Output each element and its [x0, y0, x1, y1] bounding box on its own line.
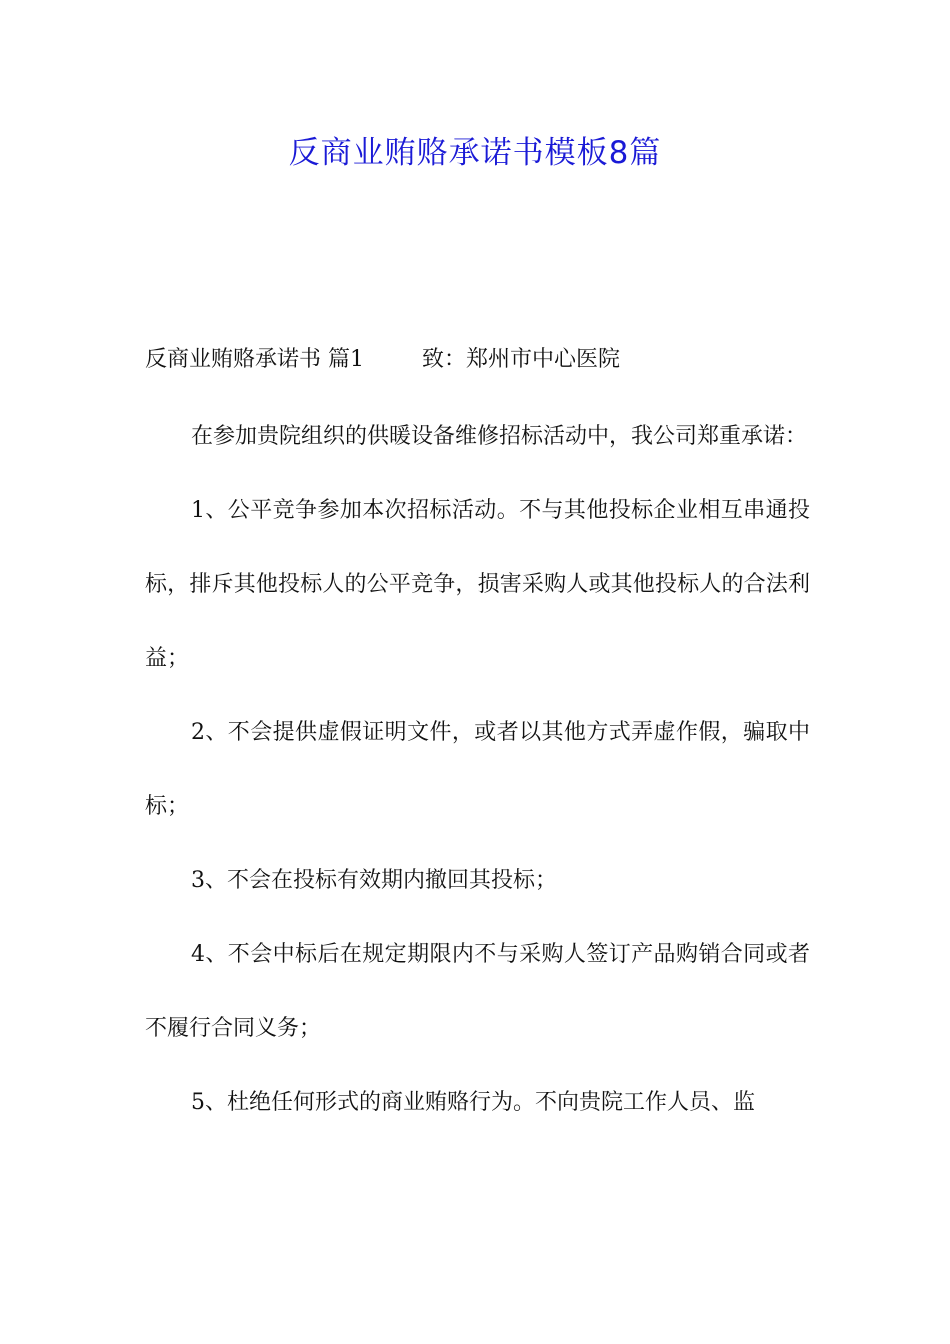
- paragraph-item-5: 5、杜绝任何形式的商业贿赂行为。不向贵院工作人员、监: [191, 1090, 755, 1115]
- paragraph-item-3: 3、不会在投标有效期内撤回其投标；: [191, 868, 557, 893]
- paragraph-item-1: 1、公平竞争参加本次招标活动。不与其他投标企业相互串通投标，排斥其他投标人的公平竞争，损害采购人或其他投标人的合法利益；: [145, 498, 810, 671]
- section-heading-line: [145, 340, 810, 380]
- paragraph-item-2: 2、不会提供虚假证明文件，或者以其他方式弄虚作假，骗取中标；: [145, 720, 810, 819]
- document-title: 反商业贿赂承诺书模板8篇: [288, 135, 662, 171]
- paragraph-item-4: 4、不会中标后在规定期限内不与采购人签订产品购销合同或者不履行合同义务；: [145, 942, 810, 1041]
- paragraph-intro: 在参加贵院组织的供暖设备维修招标活动中，我公司郑重承诺：: [191, 424, 808, 449]
- document-body: [145, 400, 810, 1140]
- recipient-line: 致：郑州市中心医院: [422, 347, 621, 372]
- section-heading: 反商业贿赂承诺书 篇1: [145, 347, 364, 372]
